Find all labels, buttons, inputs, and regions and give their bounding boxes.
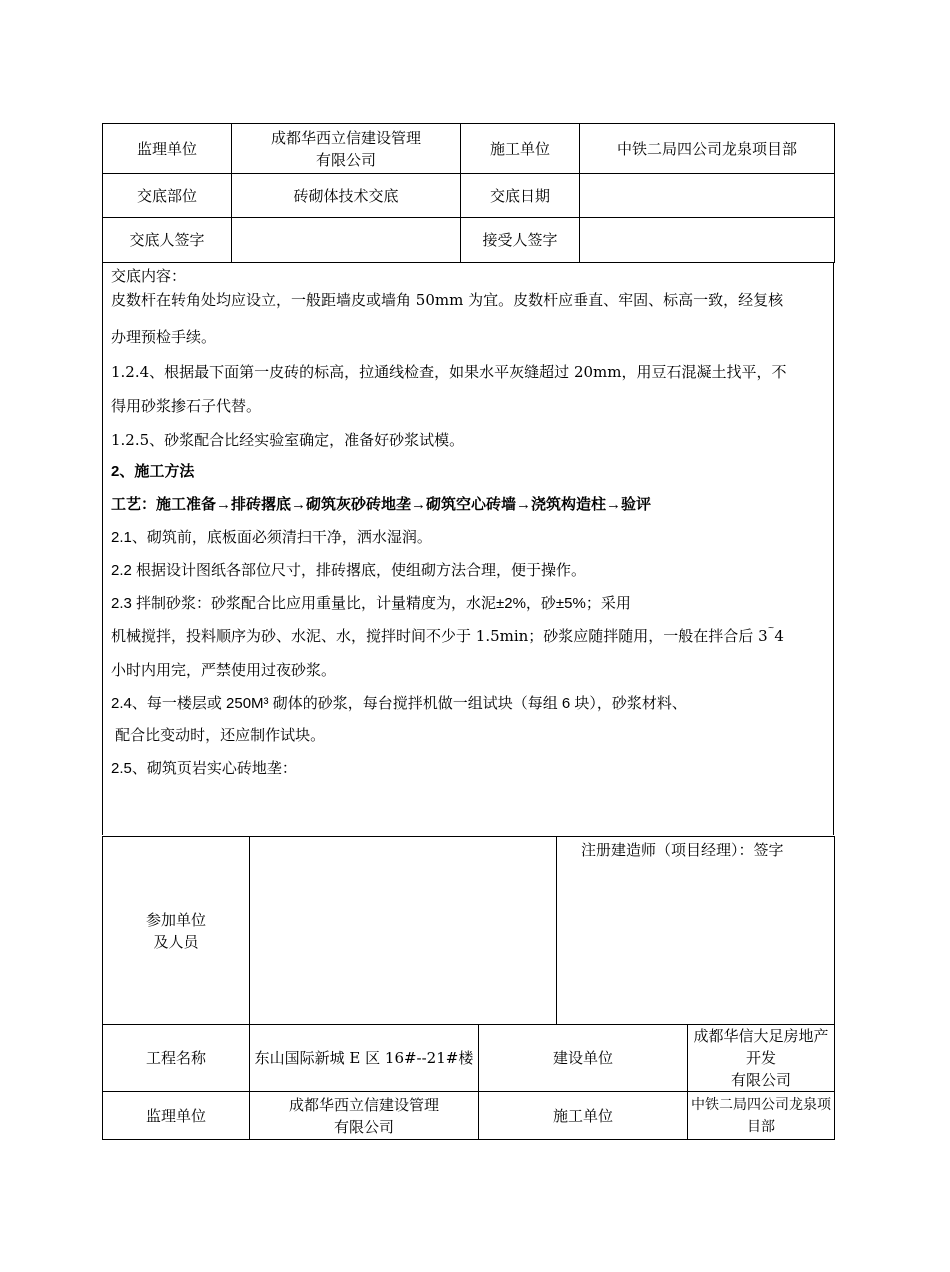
supervisor-line1: 成都华西立信建设管理 <box>270 128 421 147</box>
participants-row <box>103 837 835 1025</box>
content-line-10: 2.3 拌制砂浆：砂浆配合比应用重量比，计量精度为，水泥±2%，砂±5%；采用 <box>111 595 631 612</box>
giver-label: 交底人签字 <box>103 218 232 263</box>
content-line-11 <box>103 624 833 648</box>
header-row-supervisor <box>103 124 835 174</box>
content-line-3: 1.2.4、根据最下面第一皮砖的标高，拉通线检查，如果水平灰缝超过 20mm，用豆石混凝土找平，不 <box>111 363 787 381</box>
builder-line2: 有限公司 <box>731 1071 792 1089</box>
content-line-2: 办理预检手续。 <box>111 328 217 346</box>
content-line-4: 得用砂浆掺石子代替。 <box>111 397 262 415</box>
date-label: 交底日期 <box>461 174 580 218</box>
part-label: 交底部位 <box>103 174 232 218</box>
content-line-13: 2.4、每一楼层或 250M³ 砌体的砂浆，每台搅拌机做一组试块（每组 6 块），砂浆材料、 <box>111 695 687 712</box>
content-line-1: 皮数杆在转角处均应设立，一般距墙皮或墙角 50mm 为宜。皮数杆应垂直、牢固、标高一致，经复核 <box>111 291 784 309</box>
project-value: 东山国际新城 E 区 16#--21#楼 <box>250 1025 479 1092</box>
header-row-part <box>103 174 835 218</box>
builder-label: 建设单位 <box>479 1025 688 1092</box>
manager-signature[interactable] <box>557 837 835 1025</box>
content-line-8: 2.1、砌筑前，底板面必须清扫干净，洒水湿润。 <box>111 529 432 546</box>
content-heading: 交底内容： <box>111 267 187 285</box>
builder-value <box>688 1025 835 1092</box>
content-line-5: 1.2.5、砂浆配合比经实验室确定，准备好砂浆试模。 <box>111 431 465 449</box>
footer-table <box>102 836 835 1140</box>
receiver-label: 接受人签字 <box>461 218 580 263</box>
header-row-signatures <box>103 218 835 263</box>
supervisor-value <box>232 124 461 174</box>
footer-supervisor-value <box>250 1092 479 1140</box>
supervisor-line2: 有限公司 <box>315 150 376 169</box>
giver-signature[interactable] <box>232 218 461 263</box>
content-line-12: 小时内用完，严禁使用过夜砂浆。 <box>111 661 337 679</box>
participants-label <box>103 837 250 1025</box>
project-row <box>103 1025 835 1092</box>
participants-line2: 及人员 <box>153 932 199 951</box>
participants-line1: 参加单位 <box>145 910 206 929</box>
footer-supervisor-row <box>103 1092 835 1140</box>
content-line-9: 2.2 根据设计图纸各部位尺寸，排砖撂底，使组砌方法合理，便于操作。 <box>111 562 587 579</box>
content-line-14: 配合比变动时，还应制作试块。 <box>111 727 326 744</box>
tilde-mark: ~ <box>767 623 775 632</box>
content-line-11-text: 机械搅拌，投料顺序为砂、水泥、水，搅拌时间不少于 1.5min；砂浆应随拌随用，一般在拌合后 3 <box>111 627 768 645</box>
contractor-label: 施工单位 <box>461 124 580 174</box>
builder-line1: 成都华信大足房地产开发 <box>693 1027 829 1067</box>
manager-label: 注册建造师（项目经理）：签字 <box>581 841 784 859</box>
footer-contractor-label: 施工单位 <box>479 1092 688 1140</box>
project-label: 工程名称 <box>103 1025 250 1092</box>
participants-value[interactable] <box>250 837 557 1025</box>
process-flow: 工艺：施工准备→排砖撂底→砌筑灰砂砖地垄→砌筑空心砖墙→浇筑构造柱→验评 <box>111 496 652 513</box>
footer-supervisor-label: 监理单位 <box>103 1092 250 1140</box>
footer-contractor-value: 中铁二局四公司龙泉项目部 <box>688 1092 835 1140</box>
footer-supervisor-line1: 成都华西立信建设管理 <box>288 1095 439 1114</box>
content-line-15: 2.5、砌筑页岩实心砖地垄： <box>111 760 297 777</box>
contractor-value: 中铁二局四公司龙泉项目部 <box>580 124 835 174</box>
footer-supervisor-line2: 有限公司 <box>333 1117 394 1136</box>
supervisor-label: 监理单位 <box>103 124 232 174</box>
receiver-signature[interactable] <box>580 218 835 263</box>
header-table <box>102 123 835 263</box>
tail-digit: 4 <box>774 627 784 645</box>
disclosure-content <box>102 262 834 835</box>
section-heading: 2、施工方法 <box>111 463 195 480</box>
date-value[interactable] <box>580 174 835 218</box>
part-value: 砖砌体技术交底 <box>232 174 461 218</box>
